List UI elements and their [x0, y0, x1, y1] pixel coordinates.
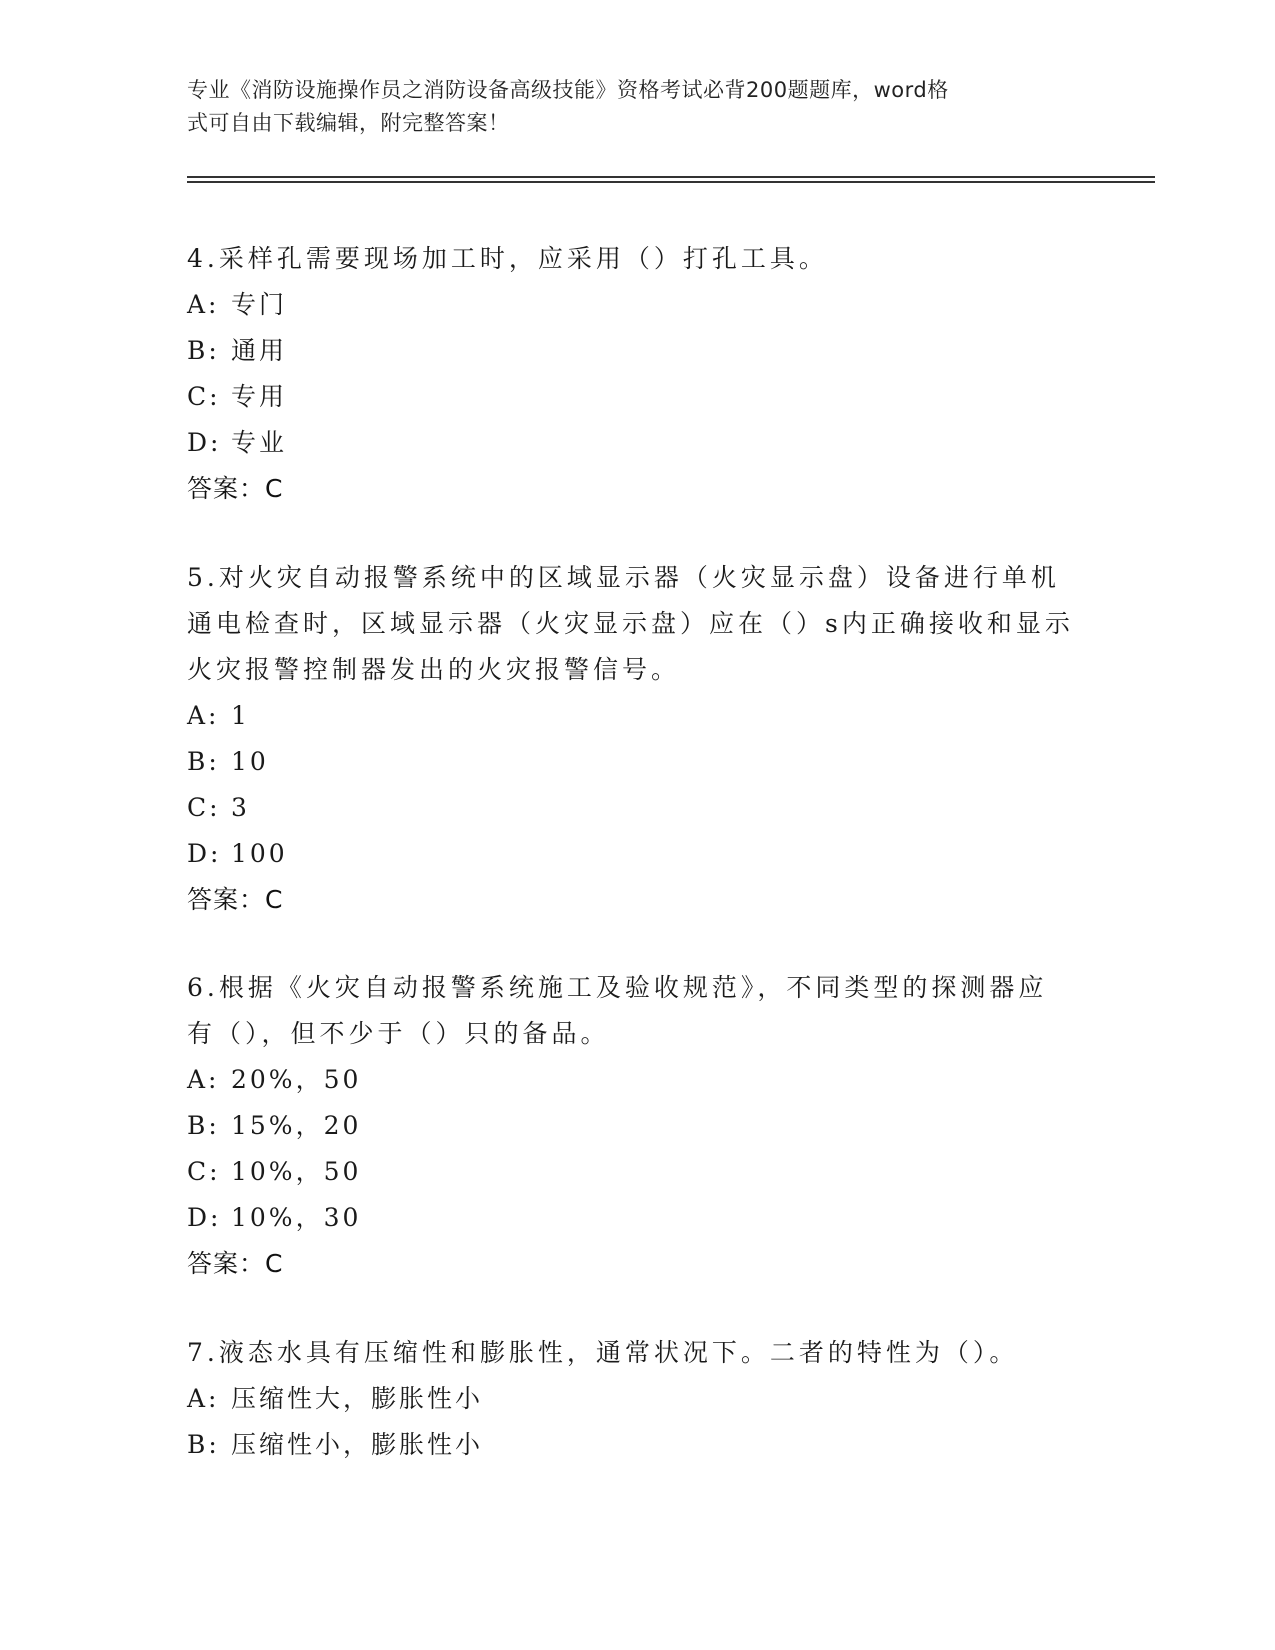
question-stem: 7.液态水具有压缩性和膨胀性，通常状况下。二者的特性为（）。 — [187, 1338, 1019, 1367]
document-header — [187, 74, 1067, 140]
option-text: 专业 — [231, 428, 288, 457]
option-text: 通用 — [231, 336, 288, 365]
option-a — [187, 282, 1087, 328]
option-text: 3 — [231, 793, 250, 822]
answer-line: 答案：C — [187, 885, 284, 914]
option-d — [187, 420, 1087, 466]
option-b — [187, 328, 1087, 374]
option-letter: D: — [187, 839, 222, 868]
option-a — [187, 693, 1087, 739]
option-text: 10%，30 — [231, 1203, 362, 1232]
option-letter: D: — [187, 428, 222, 457]
option-d — [187, 831, 1087, 877]
option-text: 专门 — [231, 290, 288, 319]
option-letter: A: — [187, 290, 220, 319]
header-line-1: 专业《消防设施操作员之消防设备高级技能》资格考试必背200题题库，word格 — [187, 78, 949, 102]
answer-line: 答案：C — [187, 474, 284, 503]
option-letter: B: — [187, 336, 220, 365]
option-b — [187, 1103, 1087, 1149]
option-c — [187, 1149, 1087, 1195]
option-letter: A: — [187, 701, 220, 730]
option-a — [187, 1376, 1087, 1422]
option-text: 15%，20 — [231, 1111, 362, 1140]
option-b — [187, 739, 1087, 785]
option-letter: D: — [187, 1203, 222, 1232]
answer-line: 答案：C — [187, 1249, 284, 1278]
question-6 — [187, 965, 1087, 1287]
option-c — [187, 374, 1087, 420]
option-letter: B: — [187, 1430, 220, 1459]
option-letter: C: — [187, 793, 221, 822]
option-text: 10 — [231, 747, 269, 776]
option-letter: C: — [187, 382, 221, 411]
question-stem-line: 有（），但不少于（）只的备品。 — [187, 1019, 610, 1048]
option-d — [187, 1195, 1087, 1241]
option-text: 1 — [231, 701, 250, 730]
option-letter: C: — [187, 1157, 221, 1186]
option-letter: B: — [187, 747, 220, 776]
option-letter: B: — [187, 1111, 220, 1140]
option-text: 专用 — [231, 382, 288, 411]
question-stem-line: 火灾报警控制器发出的火灾报警信号。 — [187, 655, 681, 684]
option-a — [187, 1057, 1087, 1103]
option-text: 压缩性小，膨胀性小 — [231, 1430, 484, 1459]
header-divider-top — [187, 176, 1155, 178]
question-7 — [187, 1330, 1087, 1468]
question-4 — [187, 236, 1087, 512]
option-b — [187, 1422, 1087, 1468]
option-letter: A: — [187, 1384, 220, 1413]
option-text: 压缩性大，膨胀性小 — [231, 1384, 484, 1413]
option-text: 100 — [231, 839, 288, 868]
question-5 — [187, 555, 1087, 923]
option-letter: A: — [187, 1065, 220, 1094]
option-text: 10%，50 — [231, 1157, 362, 1186]
header-line-2: 式可自由下载编辑，附完整答案！ — [187, 111, 510, 135]
question-stem-line: 5.对火灾自动报警系统中的区域显示器（火灾显示盘）设备进行单机 — [187, 563, 1060, 592]
option-text: 20%，50 — [231, 1065, 362, 1094]
question-stem: 4.采样孔需要现场加工时，应采用（）打孔工具。 — [187, 244, 828, 273]
option-c — [187, 785, 1087, 831]
question-stem-line: 6.根据《火灾自动报警系统施工及验收规范》，不同类型的探测器应 — [187, 973, 1048, 1002]
header-divider-bottom — [187, 181, 1155, 183]
question-stem-line: 通电检查时，区域显示器（火灾显示盘）应在（）s内正确接收和显示 — [187, 609, 1074, 638]
